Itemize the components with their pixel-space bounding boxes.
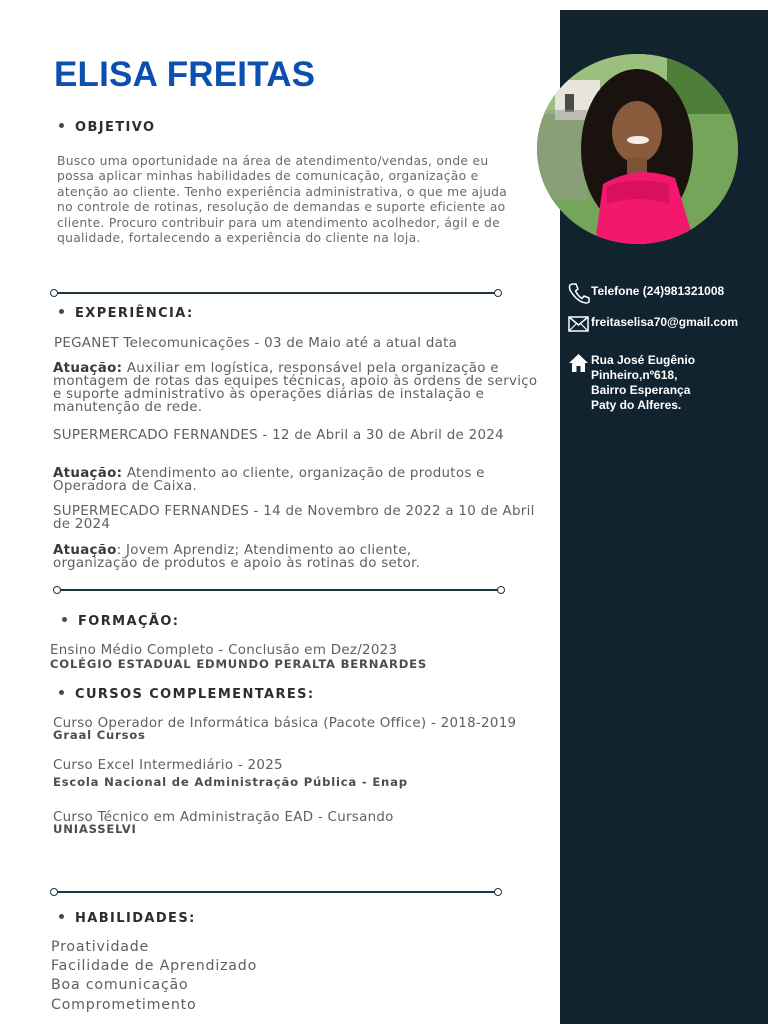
experience-text: Atendimento ao cliente, organização de produtos e Operadora de Caixa. bbox=[53, 466, 485, 494]
skill-item: Comprometimento bbox=[51, 997, 197, 1013]
section-heading-label: FORMAÇÃO: bbox=[78, 614, 180, 629]
objective-text: Busco uma oportunidade na área de atendimento/vendas, onde eu possa aplicar minhas habilidades de comunicação, organização e atenção ao cliente. Tenho experiência administrativa, o que me ajuda no controle de rotinas, resolução de demandas e suporte eficiente ao cliente. Procuro contribuir para um atendimento acolhedor, ágil e de qualidade, fortalecendo a experiência do cliente na loja. bbox=[57, 154, 508, 246]
phone-text: Telefone (24)981321008 bbox=[591, 284, 725, 298]
address-lines bbox=[591, 353, 695, 413]
experience-text: Auxiliar em logística, responsável pela organização e montagem de rotas das equipes técnicas, apoio às ordens de serviço e suporte administrativo às operações diárias de instalação e manutenção de rede. bbox=[53, 361, 538, 415]
skill-item: Facilidade de Aprendizado bbox=[51, 958, 258, 974]
experience-title: SUPERMECADO FERNANDES - 14 de Novembro de 2022 a 10 de Abril de 2024 bbox=[53, 504, 535, 532]
experience-label: Atuação bbox=[53, 543, 117, 558]
experience-description bbox=[53, 467, 533, 493]
skill-item: Boa comunicação bbox=[51, 977, 189, 993]
course-institution: Escola Nacional de Administração Pública - Enap bbox=[53, 775, 408, 789]
section-heading-label: EXPERIÊNCIA: bbox=[75, 306, 194, 321]
address-line: Bairro Esperança bbox=[591, 383, 691, 397]
experience-description bbox=[53, 362, 543, 414]
address-line: Paty do Alferes. bbox=[591, 398, 682, 412]
bullet-icon bbox=[59, 309, 64, 314]
profile-photo-illustration bbox=[537, 54, 738, 244]
bullet-icon bbox=[59, 123, 64, 128]
section-heading-experience bbox=[59, 306, 194, 321]
section-heading-label: CURSOS COMPLEMENTARES: bbox=[75, 687, 315, 702]
section-divider bbox=[54, 292, 498, 294]
section-heading-objective bbox=[59, 120, 155, 135]
experience-label: Atuação: bbox=[53, 466, 123, 481]
education-course: Ensino Médio Completo - Conclusão em Dez/2023 bbox=[50, 643, 398, 658]
experience-title: SUPERMERCADO FERNANDES - 12 de Abril a 30 de Abril de 2024 bbox=[53, 428, 504, 443]
experience-label: Atuação: bbox=[53, 361, 123, 376]
course-title: Curso Operador de Informática básica (Pacote Office) - 2018-2019 bbox=[53, 716, 517, 731]
course-institution: Graal Cursos bbox=[53, 728, 146, 742]
phone-icon bbox=[568, 282, 590, 304]
house-icon bbox=[568, 353, 589, 373]
course-title: Curso Técnico em Administração EAD - Cursando bbox=[53, 810, 394, 825]
email-text: freitaselisa70@gmail.com bbox=[591, 315, 739, 329]
course-institution: UNIASSELVI bbox=[53, 822, 137, 836]
course-title: Curso Excel Intermediário - 2025 bbox=[53, 758, 283, 773]
bullet-icon bbox=[59, 914, 64, 919]
section-divider bbox=[57, 589, 501, 591]
address-line: Pinheiro,nº618, bbox=[591, 368, 678, 382]
envelope-icon bbox=[568, 315, 589, 333]
candidate-name: ELISA FREITAS bbox=[54, 55, 316, 94]
section-heading-skills bbox=[59, 911, 196, 926]
bullet-icon bbox=[59, 690, 64, 695]
profile-photo bbox=[537, 54, 738, 244]
experience-text: : Jovem Aprendiz; Atendimento ao cliente, organização de produtos e apoio às rotinas do setor. bbox=[53, 543, 421, 571]
section-heading-label: HABILIDADES: bbox=[75, 911, 196, 926]
bullet-icon bbox=[62, 617, 67, 622]
address-line: Rua José Eugênio bbox=[591, 353, 696, 367]
skill-item: Proatividade bbox=[51, 939, 150, 955]
experience-description bbox=[53, 544, 473, 570]
education-school: COLÉGIO ESTADUAL EDMUNDO PERALTA BERNARDES bbox=[50, 657, 428, 671]
section-heading-education bbox=[62, 614, 179, 629]
section-heading-label: OBJETIVO bbox=[75, 120, 156, 135]
section-heading-courses bbox=[59, 687, 315, 702]
section-divider bbox=[54, 891, 498, 893]
experience-title: PEGANET Telecomunicações - 03 de Maio até a atual data bbox=[54, 336, 458, 351]
